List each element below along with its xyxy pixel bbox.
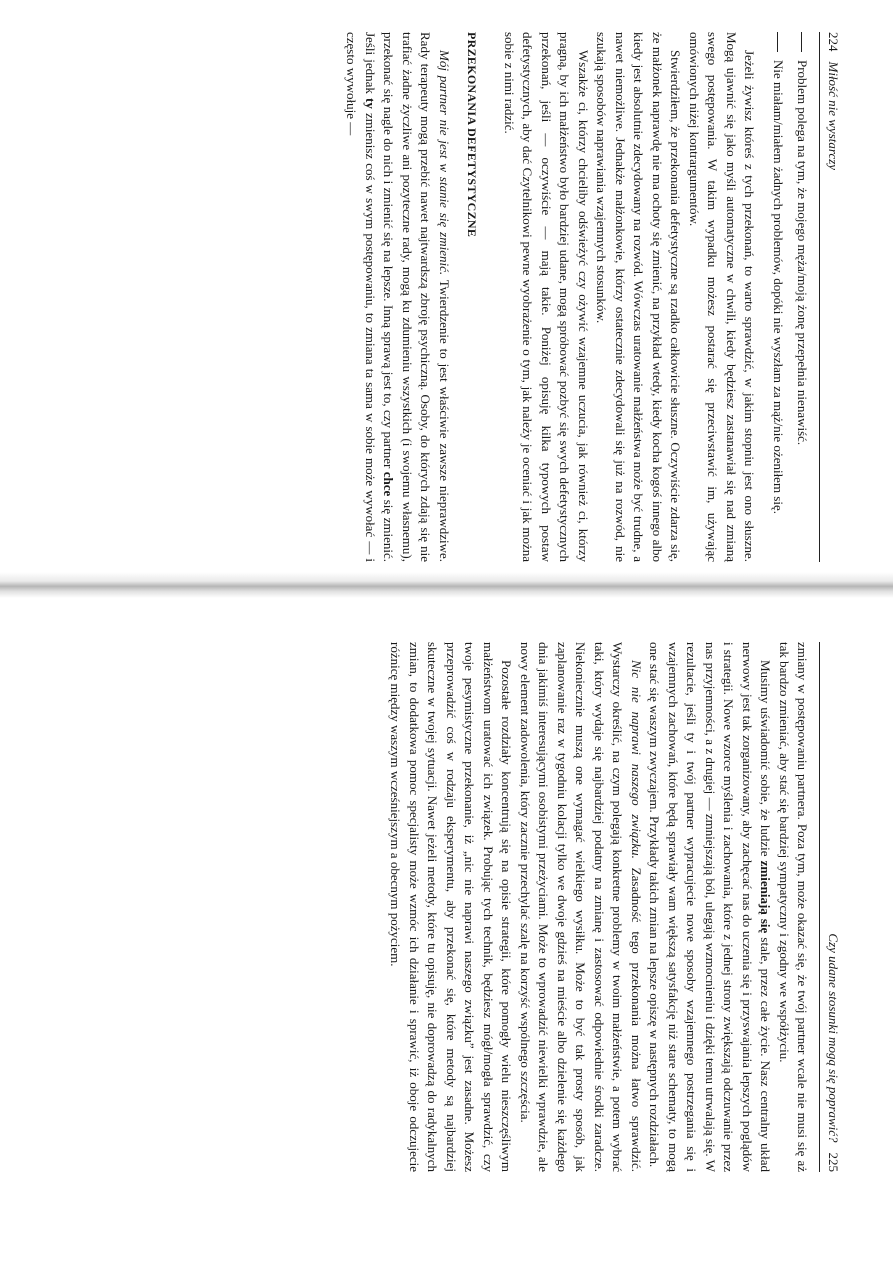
paragraph [342,32,453,562]
right-page [232,642,842,1172]
emphasis-text: chce [381,471,397,497]
paragraph: Stwierdziłem, że przekonania defetystyczne są rzadko całkowicie słuszne. Oczywiście zdarza się, że małżonek naprawdę nie ma ochoty się zmienić, na przykład wtedy, kiedy kocha kogoś innego albo kiedy jest absolutnie zdecydowany na rozwód. Wówczas uratowanie małżeństwa może być trudne, a nawet niemożliwe. Jednakże małżonkowie, którzy ostatecznie zdecydowali się już na rozwód, nie szukają sposobów naprawiania wzajemnych stosunków. [594,32,684,562]
list-item [793,32,812,562]
running-header [820,642,843,1172]
text-run: zmienisz coś w swym postępowaniu, to zmiana ta sama w sobie może wywołać — i często wywołuje — [344,32,378,563]
paragraph: Wszakże ci, którzy chcieliby odświeżyć czy ożywić wzajemne uczucia, jak również ci, którzy pragną, by ich małżeństwo było bardziej udane, mogą spróbować pozbyć się swych defetystycznych przekonań, jeśli — oczywiście — mają takie. Poniżej opisuję kilka typowych postaw defetystycznych, aby dać Czytelnikowi pewne wyobrażenie o tym, jak należy je oceniać i jak można sobie z nimi radzić. [502,32,591,562]
belief-lead: Mój partner nie jest w stanie się zmienić. [437,50,452,276]
belief-lead: Nic nie naprawi naszego związku. [629,660,644,859]
text-run: Twierdzenie to jest właściwie zawsze nieprawdziwe. Rady terapeuty mogą przebić nawet najtwardszą zbroję psychiczną. Osoby, do których zdają się nie trafiać żadne życzliwe ani pozyteczne rady, mogą ku zdumieniu wszystkich (i swojemu własnemu), przekonać się nagle do nich i zmienić się na lepsze. Inną sprawą jest to, czy partner [381,32,452,562]
page-number: 225 [826,1152,841,1172]
paragraph [516,642,646,1172]
paragraph: Pozostałe rozdziały koncentrują się na opisie strategii, które pomogły wielu nieszczęśliwym małżeństwom uratować ich związek. Probując tych technik, będziesz mógł/mogła sprawdzić, czy twoje pesymistyczne przekonanie, iż „nic nie naprawi naszego związku” jest zasadne. Możesz przeprowadzić coś w rodzaju eksperymentu, aby przekonać się, które metody są najbardziej skuteczne w twojej sytuacji. Nawet jeżeli metody, które tu opisuję, nie doprowadzą do radykalnych zmian, to dodatkowa pomoc specjalisty może wzmóc ich działanie i sprawić, iż oboje odczujecie różnicę między waszym wcześniejszym a obecnym pożyciem. [388,642,515,1172]
list-item [769,32,788,562]
dash-bullet-icon [769,32,779,52]
book-gutter [0,572,893,598]
running-header [820,32,843,562]
dash-bullet-icon [793,32,803,52]
list-item-text: Problem polega na tym, że mojego męża/moją żonę przepełnia nienawiść. [795,60,811,446]
emphasis-text: ty [363,97,378,109]
text-run: Zasadność tego przekonania można łatwo sprawdzić. Wystarczy określić, na czym polegają konkretne problemy w twoim małżeństwie, a potem wybrać taki, który wydaje się najbardziej podatny na zmianę i zastosować odpowiednie środki zaradcze. Niekoniecznie muszą one wymagać wielkiego wysiłku. Może to być tak prosty sposób, jak zaplanowanie raz w tygodniu kolacji tylko we dwoje gdzieś na mieście albo dzielenie się każdego dnia jakimiś interesującymi osobistymi przeżyciami. Może to wprowadzić niewielki wprawdzie, ale nowy element zadowolenia, który zacznie przechylać szalę na korzyść wspólnego szczęścia. [518,642,644,1172]
paragraph [645,642,775,1172]
running-head-title: Miłość nie wystarczy [826,61,841,171]
text-run: Musimy uświadomić sobie, że ludzie [758,660,774,857]
running-head-title: Czy udane stosunki mogą się poprawić? [826,933,841,1143]
paragraph: zmiany w postępowaniu partnera. Poza tym, może okazać się, że twój partner wcale nie musi się aż tak bardzo zmieniać, aby stać się bardziej sympatyczny i zgodny we współżyciu. [777,642,811,1172]
section-heading: PRZEKONANIA DEFETYSTYCZNE [465,32,480,238]
left-page [232,32,842,562]
text-run: stale, przez całe życie. Nasz centralny układ nerwowy jest tak zorganizowany, aby zachęcać nas do uczenia się i przyswajania lepszych poglądów i strategii. Nowe wzorce myślenia i zachowania, które z jednej strony zwiększają odczuwanie przez nas przyjemności, a z drugiej — zmniejszają ból, ulegają wzmocnieniu i dzięki temu utrwalają się. W rezultacie, jeśli ty i twój partner wypracujecie nowe sposoby wzajemnego postrzegania się i wzajemnych zachowań, które będą sprawiały wam większą satysfakcję niż stare schematy, to mogą one stać się waszym zwyczajem. Przykłady takich zmian na lepsze opiszę w następnych rozdziałach. [647,642,774,1172]
page-number: 224 [826,32,841,52]
text-run: się zmienić. Jeśli jednak [363,32,397,563]
paragraph: Jeżeli żywisz któreś z tych przekonań, to warto sprawdzić, w jakim stopniu jest ono słuszne. Mogą ujawnić się jako myśli automatyczne w chwili, kiedy będziesz zastanawiał się nad zmianą swego postępowania. W takim wypadku możesz postarać się przeciwstawić im, używając omówionych niżej kontrargumentów. [687,32,758,562]
emphasis-text: zmieniają się [758,860,774,934]
list-item-text: Nie miałam/miałem żadnych problemów, dopóki nie wyszłam za mąż/nie ożeniłem się. [771,60,786,515]
